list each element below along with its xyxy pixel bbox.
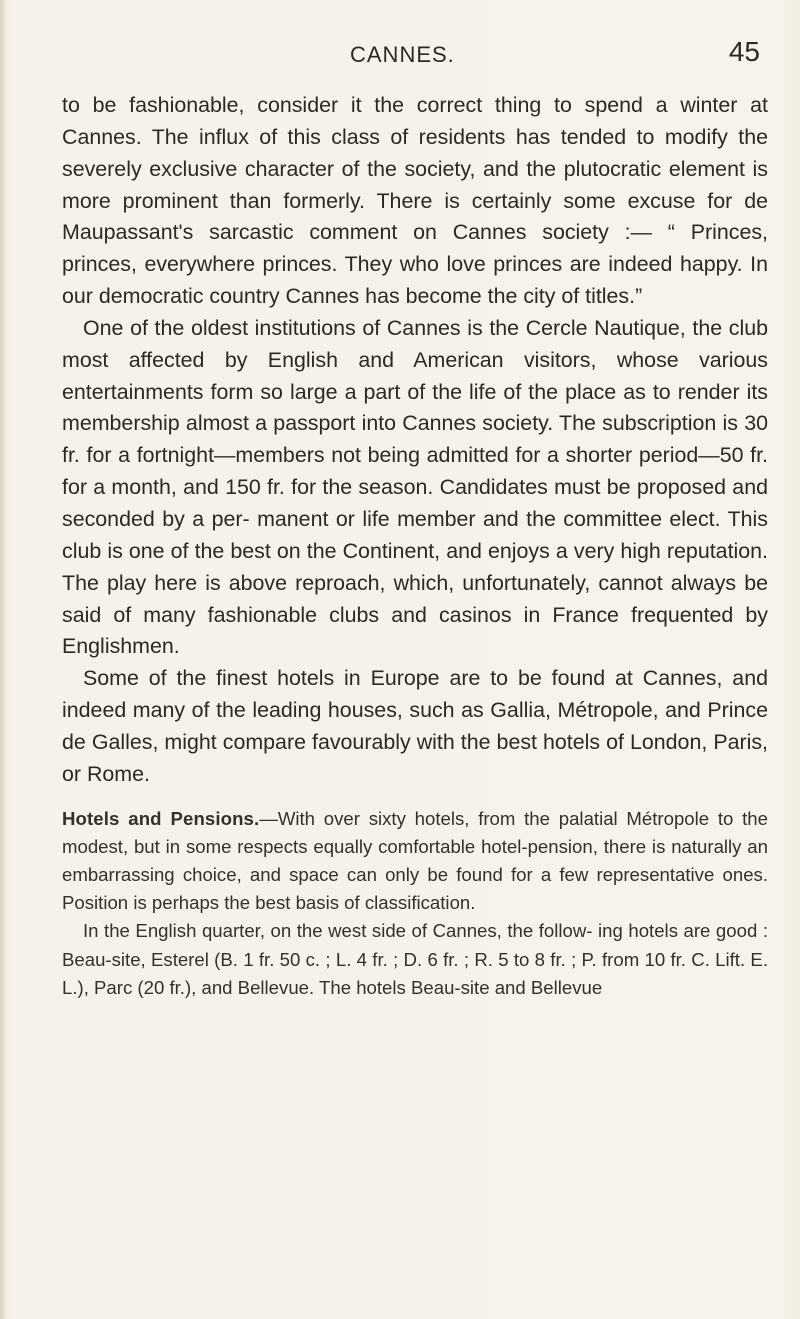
page-number: 45 xyxy=(728,36,760,67)
section-gap xyxy=(62,791,768,805)
running-head xyxy=(60,36,760,76)
paragraph-finest-hotels: Some of the finest hotels in Europe are to be found at Cannes, and indeed many of the leading houses, such as Gallia, Métropole, and Prince de Galles, might compare favourably with the best hotels of London, Paris, or Rome. xyxy=(62,666,768,786)
section-heading-hotels: Hotels and Pensions. xyxy=(62,807,260,829)
paragraph-continued: to be fashionable, consider it the correct thing to spend a winter at Cannes. The influx of this class of residents has tended to modify the severely exclusive character of the society, and the plutocratic element is more prominent than formerly. There is certainly some excuse for de Maupassant's sarcastic comment on Cannes society :— “ Princes, princes, everywhere princes. They who love princes are indeed happy. In our democratic country Cannes has become the city of titles.” xyxy=(62,93,768,309)
running-title: CANNES. xyxy=(350,42,455,67)
body-text xyxy=(62,90,768,1002)
hotels-intro-text: —With over sixty hotels, from the palatial Métropole to the modest, but in some respects equally comfortable hotel-pension, there is naturally an embarrassing choice, and space can only be found for a few representative ones. Position is perhaps the best basis of classification. xyxy=(62,807,768,914)
english-quarter-paragraph: In the English quarter, on the west side of Cannes, the follow- ing hotels are good : Beau-site, Esterel (B. 1 fr. 50 c. ; L. 4 fr. ; D. 6 fr. ; R. 5 to 8 fr. ; P. from 10 fr. C. Lift. E. L.), Parc (20 fr.), and Bellevue. The hotels Beau-site and Bellevue xyxy=(62,920,768,998)
page-gutter-shadow xyxy=(0,0,6,1319)
hotels-intro-paragraph xyxy=(62,805,768,918)
paragraph-cercle-nautique: One of the oldest institutions of Cannes is the Cercle Nautique, the club most affected by English and American visitors, whose various entertainments form so large a part of the life of the place as to render its membership almost a passport into Cannes society. The subscription is 30 fr. for a fortnight—members not being admitted for a shorter period—50 fr. for a month, and 150 fr. for the season. Candidates must be proposed and seconded by a per- manent or life member and the committee elect. This club is one of the best on the Continent, and enjoys a very high reputation. The play here is above reproach, which, unfortunately, cannot always be said of many fashionable clubs and casinos in France frequented by Englishmen. xyxy=(62,315,768,659)
